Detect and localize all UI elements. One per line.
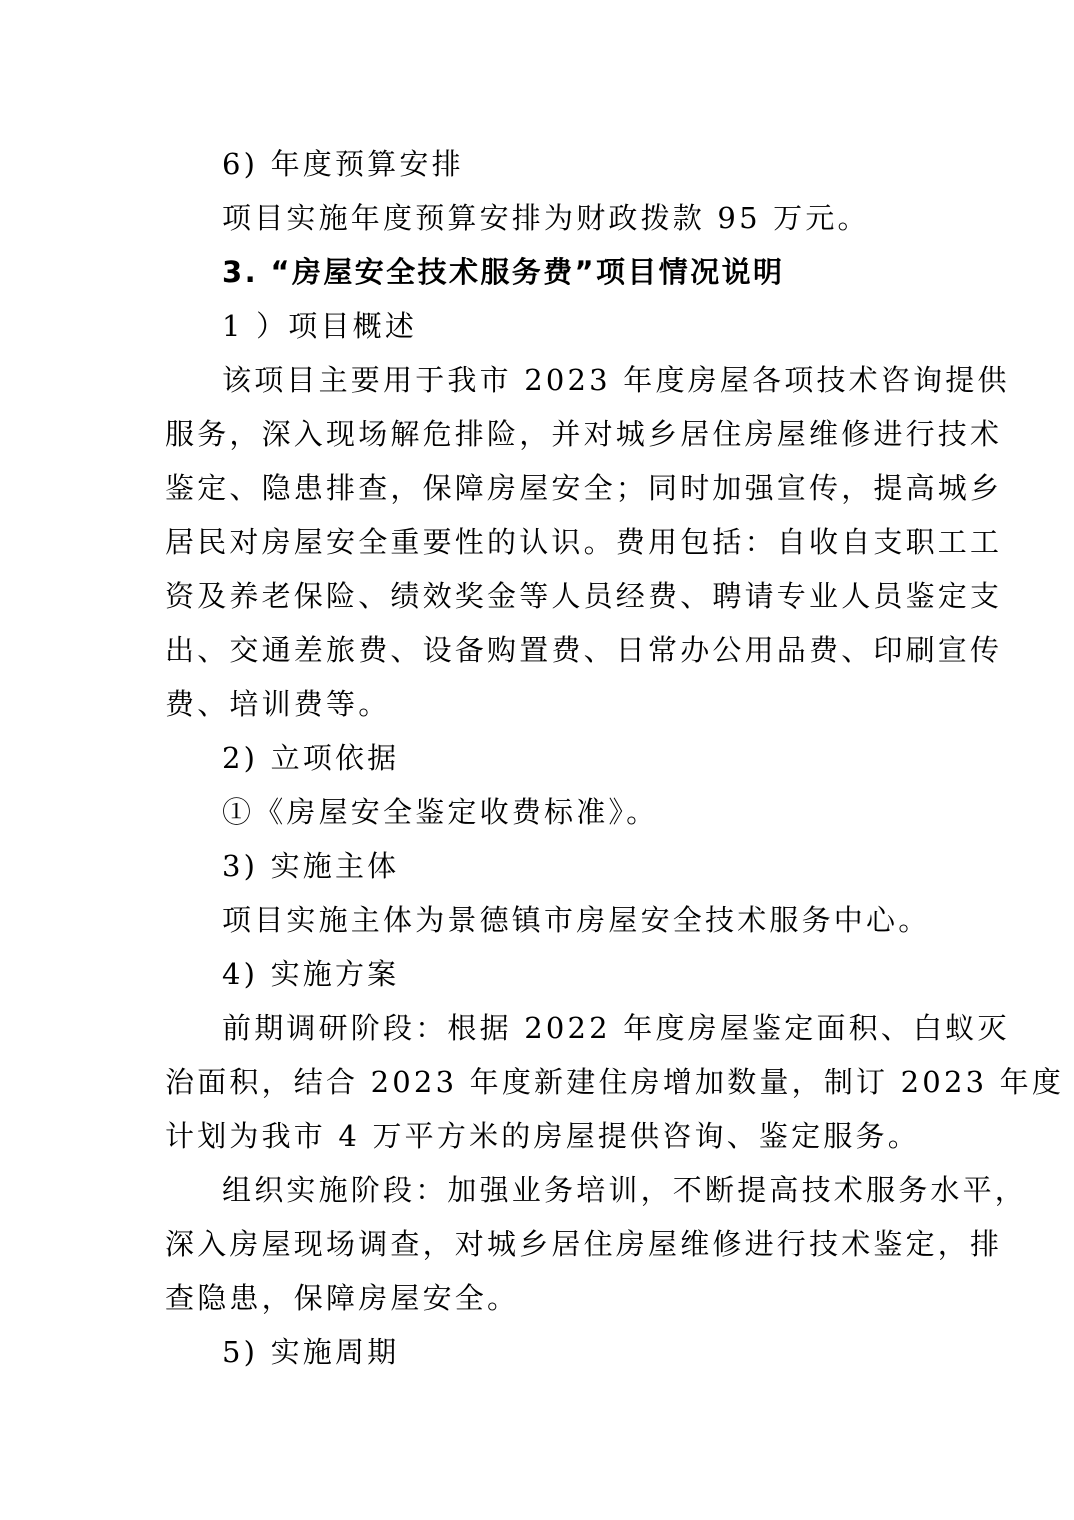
paragraph-line: 资及养老保险、绩效奖金等人员经费、聘请专业人员鉴定支 (165, 579, 1003, 613)
paragraph-line: 前期调研阶段：根据 2022 年度房屋鉴定面积、白蚁灭 (222, 1011, 1010, 1045)
paragraph-line: 计划为我市 4 万平方米的房屋提供咨询、鉴定服务。 (165, 1119, 920, 1153)
heading-plan: 4) 实施方案 (222, 957, 400, 991)
paragraph-budget: 项目实施年度预算安排为财政拨款 95 万元。 (222, 201, 870, 235)
paragraph-line: 费、培训费等。 (165, 687, 391, 721)
paragraph-line: 服务，深入现场解危排险，并对城乡居住房屋维修进行技术 (165, 417, 1003, 451)
heading-overview: 1 ）项目概述 (222, 309, 418, 343)
paragraph-line: 治面积，结合 2023 年度新建住房增加数量，制订 2023 年度 (165, 1065, 1065, 1099)
section-title: 3. “房屋安全技术服务费”项目情况说明 (222, 255, 785, 289)
paragraph-basis: ①《房屋安全鉴定收费标准》。 (222, 795, 659, 829)
heading-entity: 3) 实施主体 (222, 849, 400, 883)
paragraph-line: 查隐患，保障房屋安全。 (165, 1281, 520, 1315)
heading-budget: 6) 年度预算安排 (222, 147, 464, 181)
paragraph-line: 居民对房屋安全重要性的认识。费用包括：自收自支职工工 (165, 525, 1003, 559)
paragraph-line: 该项目主要用于我市 2023 年度房屋各项技术咨询提供 (222, 363, 1010, 397)
paragraph-line: 鉴定、隐患排查，保障房屋安全；同时加强宣传，提高城乡 (165, 471, 1003, 505)
heading-basis: 2) 立项依据 (222, 741, 400, 775)
paragraph-line: 组织实施阶段：加强业务培训，不断提高技术服务水平， (222, 1173, 1028, 1207)
paragraph-entity: 项目实施主体为景德镇市房屋安全技术服务中心。 (222, 903, 931, 937)
heading-period: 5) 实施周期 (222, 1335, 400, 1369)
paragraph-line: 深入房屋现场调查，对城乡居住房屋维修进行技术鉴定，排 (165, 1227, 1003, 1261)
paragraph-line: 出、交通差旅费、设备购置费、日常办公用品费、印刷宣传 (165, 633, 1003, 667)
